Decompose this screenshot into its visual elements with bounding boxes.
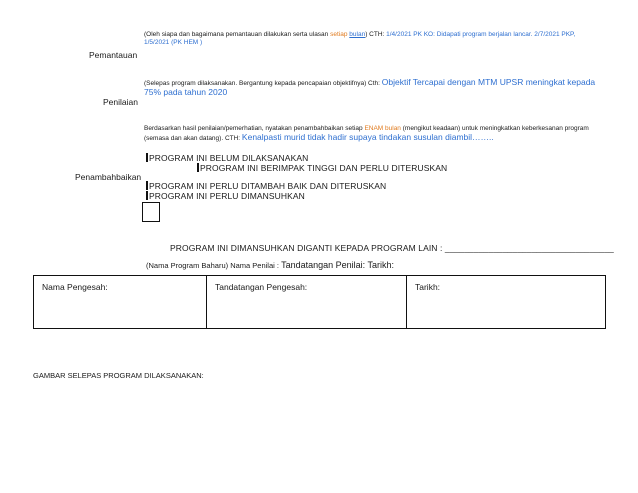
- option-marker: [197, 163, 199, 172]
- option-marker: [146, 181, 148, 190]
- tandatangan-pengesah-label: Tandatangan Pengesah:: [215, 282, 308, 292]
- replacement-details: [146, 255, 394, 273]
- pemantauan-label: Pemantauan: [89, 50, 138, 60]
- nama-pengesah-cell[interactable]: [34, 276, 207, 328]
- tarikh-cell[interactable]: [407, 276, 605, 328]
- pengesah-table: [33, 275, 606, 329]
- instruction-text: (Oleh siapa dan bagaimana pemantauan dilakukan serta ulasan: [144, 31, 331, 38]
- instruction-text: (semasa dan akan datang). CTH:: [144, 135, 242, 142]
- replacement-program-line: PROGRAM INI DIMANSUHKAN DIGANTI KEPADA PROGRAM LAIN : ___________________________________: [170, 243, 614, 253]
- option-label: PROGRAM INI BERIMPAK TINGGI DAN PERLU DITERUSKAN: [200, 163, 448, 173]
- instruction-text: ) CTH:: [365, 31, 387, 38]
- penambahbaikan-instruction: [144, 125, 624, 143]
- penilaian-label: Penilaian: [103, 97, 138, 107]
- penambahbaikan-label: Penambahbaikan: [75, 172, 142, 182]
- gambar-heading: GAMBAR SELEPAS PROGRAM DILAKSANAKAN:: [33, 371, 204, 380]
- option-perlu-ditambah-baik[interactable]: [146, 181, 386, 191]
- example-text: 75% pada tahun 2020: [144, 87, 228, 97]
- nama-pengesah-label: Nama Pengesah:: [42, 282, 108, 292]
- option-label: PROGRAM INI PERLU DITAMBAH BAIK DAN DITERUSKAN: [149, 181, 387, 191]
- highlight-setiap: setiap: [330, 31, 348, 38]
- option-label: PROGRAM INI PERLU DIMANSUHKAN: [149, 191, 305, 201]
- tandatangan-pengesah-cell[interactable]: [207, 276, 407, 328]
- example-text: Kenalpasti murid tidak hadir supaya tindakan susulan diambil……..: [241, 132, 494, 142]
- tandatangan-tarikh-label: Tandatangan Penilai: Tarikh:: [281, 260, 394, 270]
- highlight-bulan: bulan: [349, 31, 366, 38]
- instruction-text: (Selepas program dilaksanakan. Bergantung kepada pencapaian objektifnya) Cth:: [144, 80, 382, 87]
- option-berimpak-tinggi[interactable]: [197, 163, 447, 173]
- checkbox[interactable]: [142, 202, 160, 222]
- option-marker: [146, 191, 148, 200]
- example-text: Objektif Tercapai dengan MTM UPSR meningkat kepada: [381, 77, 596, 87]
- option-marker: [146, 153, 148, 162]
- nama-penilai-label: (Nama Program Baharu) Nama Penilai :: [146, 261, 282, 270]
- pemantauan-instruction: [144, 31, 614, 47]
- example-text: 1/5/2021 (PK HEM ): [144, 39, 203, 46]
- instruction-text: (mengikut keadaan) untuk meningkatkan keberkesanan program: [400, 125, 589, 132]
- penilaian-instruction: [144, 78, 614, 98]
- option-belum-dilaksanakan[interactable]: [146, 153, 308, 163]
- example-text: 1/4/2021 PK KO: Didapati program berjalan lancar. 2/7/2021 PKP,: [386, 31, 576, 38]
- option-label: PROGRAM INI BELUM DILAKSANAKAN: [149, 153, 309, 163]
- highlight-enam-bulan: ENAM bulan: [364, 125, 401, 132]
- tarikh-label: Tarikh:: [415, 282, 441, 292]
- option-perlu-dimansuhkan[interactable]: [146, 191, 305, 201]
- instruction-text: Berdasarkan hasil penilaian/pemerhatian, nyatakan penambahbaikan setiap: [144, 125, 365, 132]
